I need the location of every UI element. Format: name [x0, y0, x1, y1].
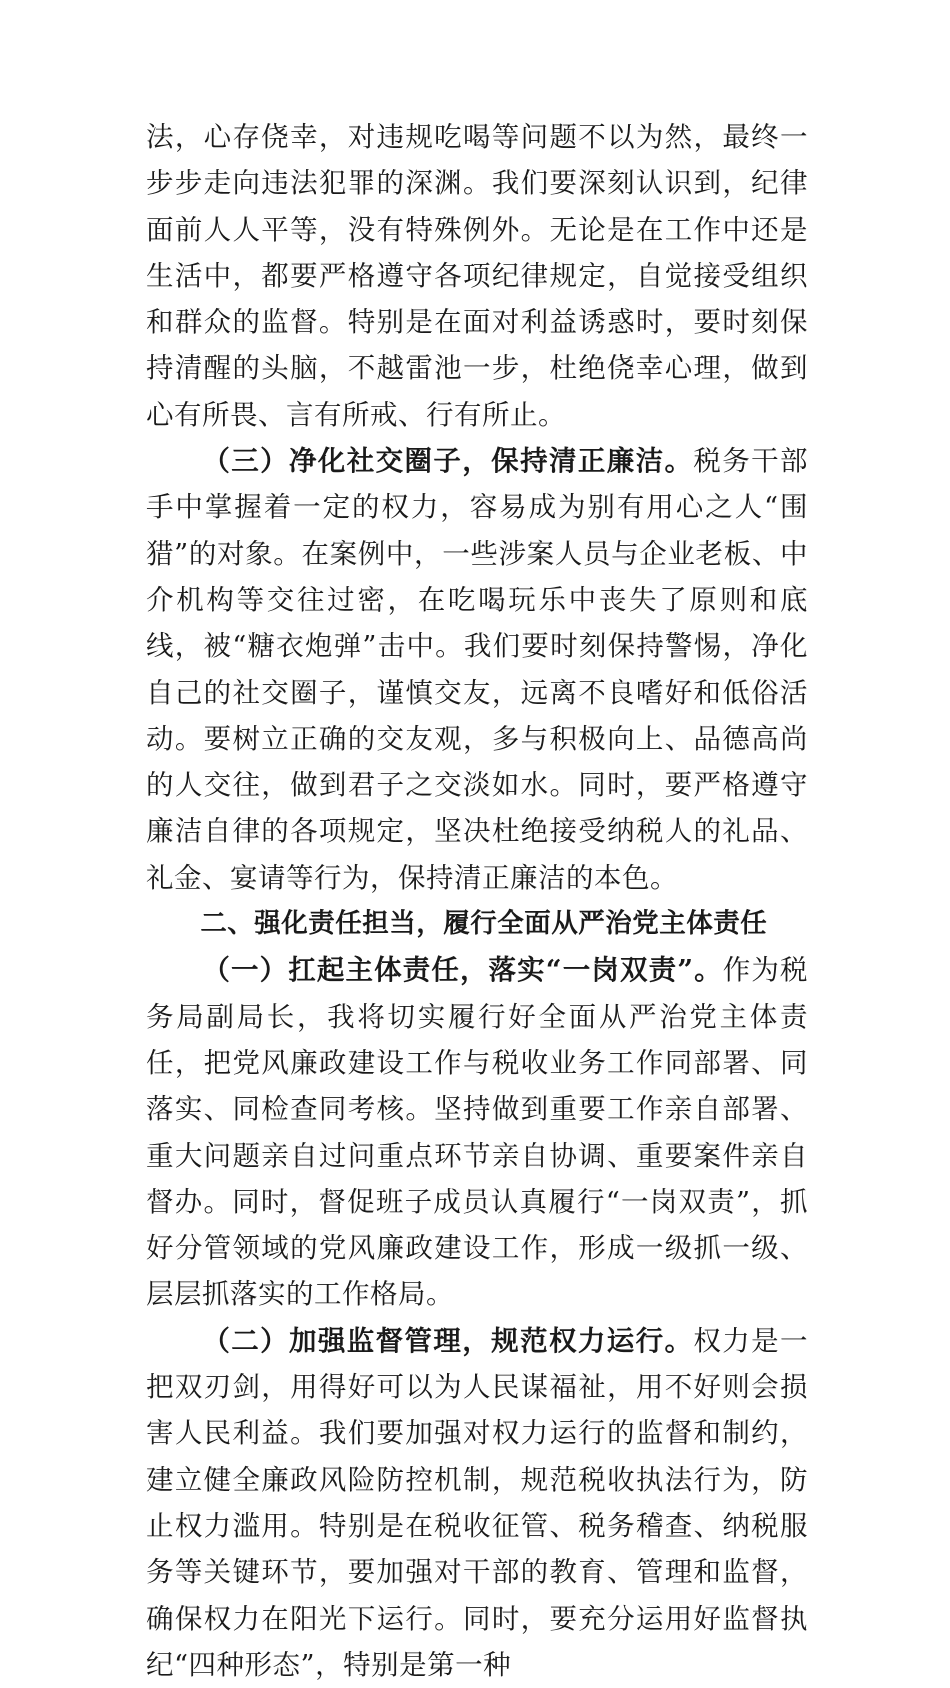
- document-body: [146, 114, 808, 1688]
- paragraph-section-2-2: [146, 1318, 808, 1688]
- section-heading-2: 二、强化责任担当，履行全面从严治党主体责任: [200, 908, 768, 940]
- paragraph-section-3: [146, 438, 808, 901]
- paragraph-body: 权力是一把双刃剑，用得好可以为人民谋福祉，用不好则会损害人民利益。我们要加强对权力运行的监督和制约，建立健全廉政风险防控机制，规范税收执法行为，防止权力滥用。特别是在税收征管、税务稽查、纳税服务等关键环节，要加强对干部的教育、管理和监督，确保权力在阳光下运行。同时，要充分运用好监督执纪“四种形态”，特别是第一种: [146, 1324, 809, 1681]
- subheading-section-2-2: （二）加强监督管理，规范权力运行。: [202, 1324, 694, 1357]
- paragraph-body: 作为税务局副局长，我将切实履行好全面从严治党主体责任，把党风廉政建设工作与税收业务工作同部署、同落实、同检查同考核。坚持做到重要工作亲自部署、重大问题亲自过问重点环节亲自协调、重要案件亲自督办。同时，督促班子成员认真履行“一岗双责”，抓好分管领域的党风廉政建设工作，形成一级抓一级、层层抓落实的工作格局。: [146, 954, 809, 1311]
- subheading-section-3: （三）净化社交圈子，保持清正廉洁。: [202, 445, 694, 478]
- paragraph-continued: 法，心存侥幸，对违规吃喝等问题不以为然，最终一步步走向违法犯罪的深渊。我们要深刻认识到，纪律面前人人平等，没有特殊例外。无论是在工作中还是生活中，都要严格遵守各项纪律规定，自觉接受组织和群众的监督。特别是在面对利益诱惑时，要时刻保持清醒的头脑，不越雷池一步，杜绝侥幸心理，做到心有所畏、言有所戒、行有所止。: [146, 121, 808, 431]
- paragraph-body: 税务干部手中掌握着一定的权力，容易成为别有用心之人“围猎”的对象。在案例中，一些涉案人员与企业老板、中介机构等交往过密，在吃喝玩乐中丧失了原则和底线，被“糖衣炮弹”击中。我们要时刻保持警惕，净化自己的社交圈子，谨慎交友，远离不良嗜好和低俗活动。要树立正确的交友观，多与积极向上、品德高尚的人交往，做到君子之交淡如水。同时，要严格遵守廉洁自律的各项规定，坚决杜绝接受纳税人的礼品、礼金、宴请等行为，保持清正廉洁的本色。: [146, 445, 809, 894]
- paragraph-section-2-1: [146, 947, 808, 1317]
- subheading-section-2-1: （一）扛起主体责任，落实“一岗双责”。: [202, 954, 723, 987]
